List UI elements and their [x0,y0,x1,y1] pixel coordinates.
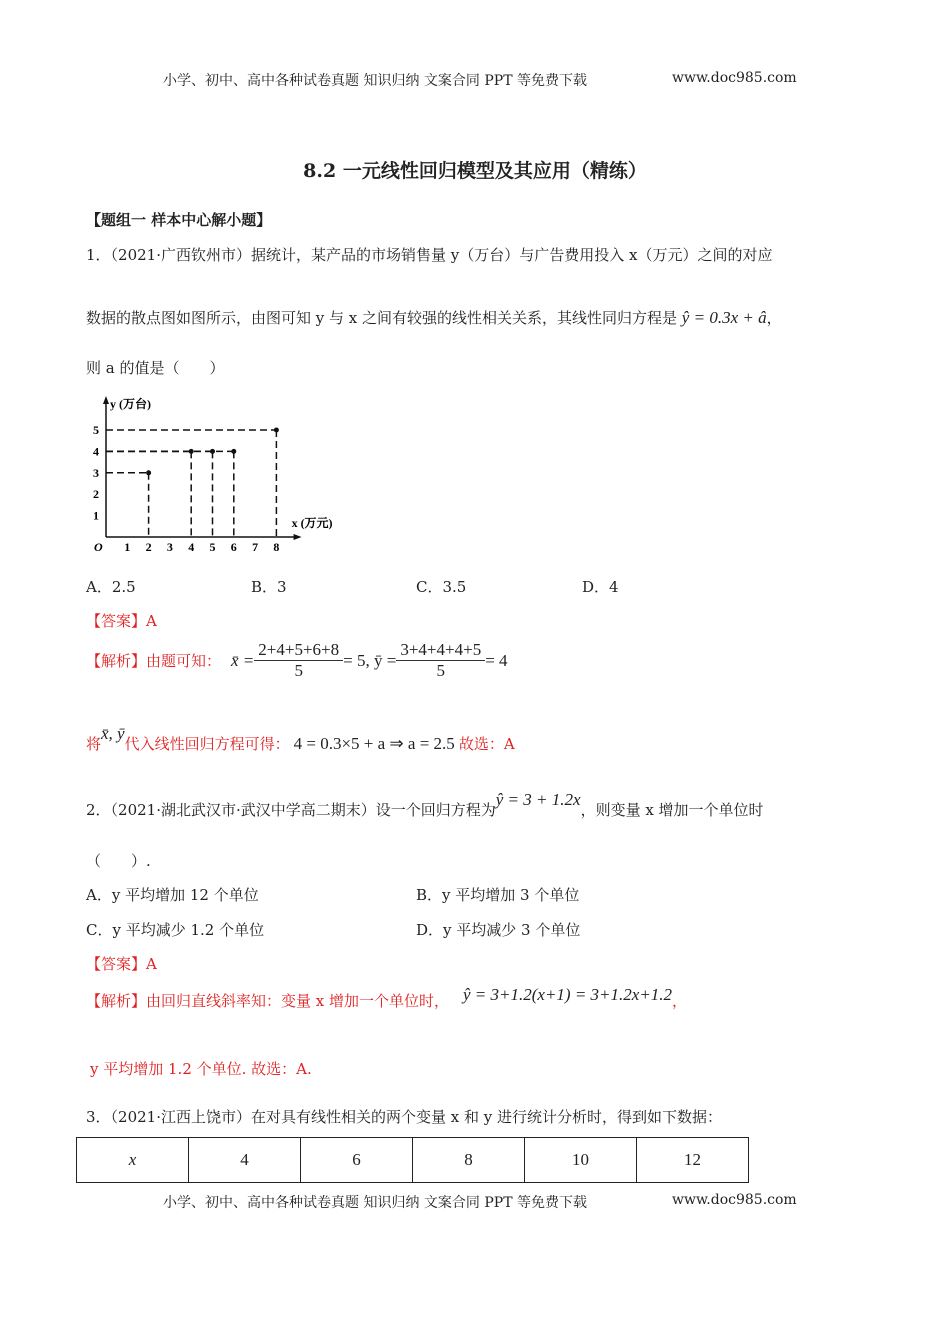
x-tick-label: 7 [252,540,259,554]
analysis-2: y 平均增加 1.2 个单位. 故选：A. [90,1060,312,1078]
table-cell: 4 [189,1138,301,1183]
analysis-label: 【解析】由题可知： [86,652,222,670]
x-tick-label: 2 [145,540,152,554]
table-cell: x [77,1138,189,1183]
option-c: C．y 平均减少 1.2 个单位 [86,921,265,939]
analysis [86,985,688,1011]
denominator: 5 [436,661,446,680]
table-cell: 8 [413,1138,525,1183]
option-c: C．3.5 [416,578,467,596]
y-tick-label: 5 [93,423,99,437]
text: 将 [86,735,102,753]
regression-equation: ŷ = 0.3x + â [681,308,767,327]
q2-text-2: （ ）. [86,852,151,870]
numerator: 2+4+5+6+8 [254,640,343,661]
math: = 5, ȳ = [343,650,397,670]
data-point [274,428,279,433]
option-a: A．2.5 [86,578,136,596]
table-cell: 6 [301,1138,413,1183]
q1-text [86,307,782,328]
text: 【解析】由回归直线斜率知：变量 x 增加一个单位时， [86,992,449,1010]
analysis-2 [86,724,515,754]
scatter-chart [86,392,356,557]
text: ， [672,992,688,1010]
page-title: 8.2 一元线性回归模型及其应用（精练） [303,160,647,182]
q1-text: 1．（2021·广西钦州市）据统计，某产品的市场销售量 y（万台）与广告费用投入 x（万元）之间的对应 [86,246,773,264]
y-tick-label: 3 [93,465,99,480]
fraction [254,640,343,681]
header-link[interactable]: www.doc985.com [672,70,797,86]
x-tick-label: 1 [124,540,131,554]
option-d: D．y 平均减少 3 个单位 [416,921,581,939]
table-cell: 12 [637,1138,749,1183]
y-tick-label: 4 [93,444,99,459]
q1-text-2: 数据的散点图如图所示，由图可知 y 与 x 之间有较强的线性相关关系，其线性同归方程是 [86,309,678,327]
x-tick-label: 8 [273,540,280,554]
answer: 【答案】A [86,612,157,630]
text: 2．（2021·湖北武汉市·武汉中学高二期末）设一个回归方程为 [86,801,496,819]
answer: 【答案】A [86,955,157,973]
text: 故选：A [458,735,515,753]
footer-text: 小学、初中、高中各种试卷真题 知识归纳 文案合同 PPT 等免费下载 [163,1195,587,1211]
q3-text: 3．（2021·江西上饶市）在对具有线性相关的两个变量 x 和 y 进行统计分析时，得到如下数据： [86,1108,722,1126]
x-tick-label: 6 [230,540,237,554]
math: ŷ = 3+1.2(x+1) = 3+1.2x+1.2 [463,985,673,1004]
option-d: D．4 [582,578,619,596]
option-b: B．y 平均增加 3 个单位 [416,886,580,904]
data-point [231,449,236,454]
numerator: 3+4+4+4+5 [396,640,485,661]
denominator: 5 [294,661,303,680]
q1-text-3: 则 a 的值是（ ） [86,359,225,377]
data-point [146,470,151,475]
math: = 4 [485,650,508,670]
fraction [396,640,485,681]
header-text: 小学、初中、高中各种试卷真题 知识归纳 文案合同 PPT 等免费下载 [163,73,587,89]
table-row [77,1138,749,1183]
punct: ， [766,309,782,327]
data-table [76,1137,749,1183]
math: ŷ = 3 + 1.2x [495,790,581,809]
option-b: B．3 [251,578,287,596]
x-axis-arrow [294,534,302,540]
option-a: A．y 平均增加 12 个单位 [86,886,259,904]
x-tick-label: 3 [166,540,173,554]
y-tick-label: 2 [93,487,99,502]
origin-label: O [94,540,103,554]
math: x̄ = [231,650,255,670]
text: ，则变量 x 增加一个单位时 [580,801,764,819]
text: 代入线性回归方程可得： [124,735,290,753]
footer-link[interactable]: www.doc985.com [672,1192,797,1208]
math: 4 = 0.3×5 + a ⇒ a = 2.5 [293,734,455,753]
analysis-1 [86,640,508,681]
table-cell: 10 [525,1138,637,1183]
y-axis-arrow [103,396,109,404]
math: x̄, ȳ [101,724,125,743]
y-axis-label: y (万台) [110,397,151,411]
section-heading: 【题组一 样本中心解小题】 [86,211,272,229]
q2-text [86,790,764,820]
y-tick-label: 1 [93,508,99,523]
x-axis-label: x (万元) [291,516,333,530]
x-tick-label: 4 [188,540,195,554]
x-tick-label: 5 [209,540,216,554]
